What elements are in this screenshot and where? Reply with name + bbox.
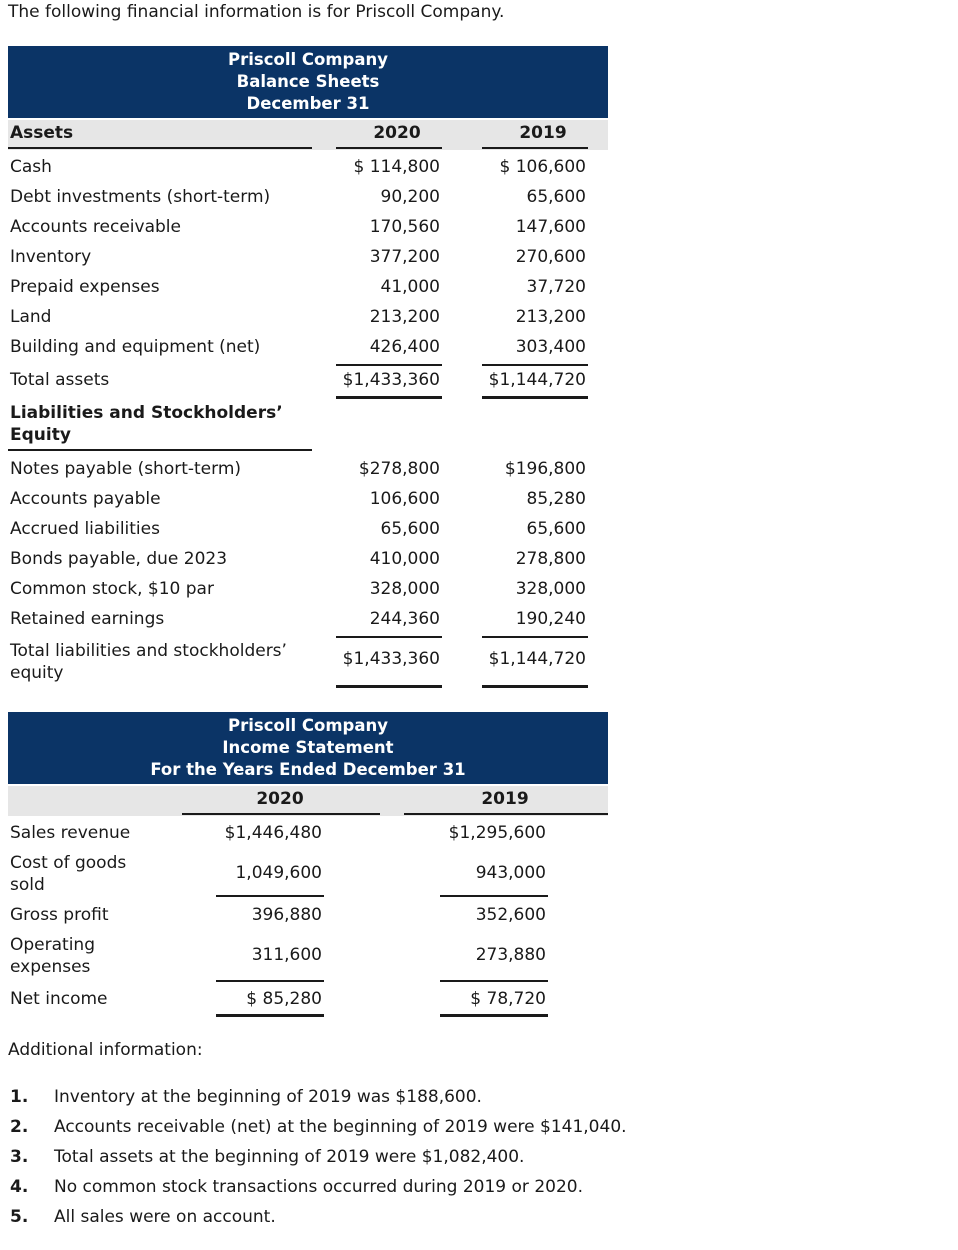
row-label: Accounts receivable [10,217,181,237]
value-2019: 65,600 [526,519,586,539]
statement-date: December 31 [246,94,370,113]
value-2019: 213,200 [515,307,586,327]
row-label: Prepaid expenses [10,277,160,297]
value-2019: $1,144,720 [488,370,586,390]
row-label: Inventory [10,247,92,267]
col-2020-label: 2020 [256,789,304,809]
row-label-line1: Total liabilities and stockholders’ [10,641,287,661]
value-2020: 41,000 [380,277,440,297]
row-label: Notes payable (short-term) [10,459,242,479]
liabilities-underline [8,449,312,451]
cogs-rule-2019 [440,895,548,897]
row-label: Common stock, $10 par [10,579,214,599]
value-2019: 352,600 [475,905,546,925]
value-2020: 90,200 [380,187,440,207]
row-label: Net income [10,989,108,1009]
value-2020: 1,049,600 [235,863,322,883]
subtotal-rule-2020 [336,364,442,366]
value-2020: 311,600 [251,945,322,965]
total-liab-double-rule-2020 [336,685,442,688]
net-income-double-rule-2019 [440,1014,548,1017]
row-label: Land [10,307,52,327]
total-liab-double-rule-2019 [482,685,588,688]
row-label-line1: Operating [10,935,95,955]
row-label: Bonds payable, due 2023 [10,549,228,569]
value-2019: 943,000 [475,863,546,883]
liabilities-heading-line2: Equity [10,425,71,445]
note-text: No common stock transactions occurred during 2019 or 2020. [54,1177,583,1197]
assets-heading-label: Assets [10,123,74,143]
row-label: Accounts payable [10,489,161,509]
statement-title: Income Statement [222,738,394,757]
balance-sheet-header [8,46,608,118]
row-label-line2: equity [10,663,64,683]
note-number: 4. [10,1177,29,1197]
row-label: Retained earnings [10,609,165,629]
row-label-line2: expenses [10,957,91,977]
value-2019: 273,880 [475,945,546,965]
col-2020-underline [336,147,442,149]
value-2020: 65,600 [380,519,440,539]
col-2020-label: 2020 [373,123,421,143]
col-2019-label: 2019 [481,789,529,809]
note-number: 1. [10,1087,29,1107]
value-2019: 65,600 [526,187,586,207]
opex-rule-2020 [216,980,324,982]
company-name: Priscoll Company [228,716,388,735]
value-2020: 170,560 [369,217,440,237]
total-assets-double-rule-2019 [482,396,588,399]
cogs-rule-2020 [216,895,324,897]
value-2020: $1,446,480 [224,823,322,843]
liab-subtotal-rule-2019 [482,636,588,638]
intro-text: The following financial information is for Priscoll Company. [8,2,505,22]
value-2019: 328,000 [515,579,586,599]
value-2020: 410,000 [369,549,440,569]
row-label: Cash [10,157,52,177]
row-label: Sales revenue [10,823,131,843]
additional-info-heading: Additional information: [8,1040,203,1060]
note-text: Accounts receivable (net) at the beginning of 2019 were $141,040. [54,1117,627,1137]
value-2020: $1,433,360 [342,370,440,390]
note-text: All sales were on account. [54,1207,276,1227]
value-2019: 278,800 [515,549,586,569]
value-2019: $1,295,600 [448,823,546,843]
liab-subtotal-rule-2020 [336,636,442,638]
value-2020: 377,200 [369,247,440,267]
note-text: Inventory at the beginning of 2019 was $188,600. [54,1087,482,1107]
value-2019: 85,280 [526,489,586,509]
value-2020: 426,400 [369,337,440,357]
subtotal-rule-2019 [482,364,588,366]
col-2019-label: 2019 [519,123,567,143]
value-2019: $ 78,720 [470,989,546,1009]
statement-period: For the Years Ended December 31 [150,760,466,779]
value-2020: $278,800 [358,459,440,479]
col-2019-underline [482,147,588,149]
row-label: Gross profit [10,905,109,925]
assets-underline [8,147,312,149]
value-2019: $196,800 [504,459,586,479]
value-2020: 213,200 [369,307,440,327]
income-statement-header [8,712,608,784]
row-label: Debt investments (short-term) [10,187,271,207]
is-col-2019-underline [404,813,608,815]
value-2019: 147,600 [515,217,586,237]
value-2019: 270,600 [515,247,586,267]
value-2019: 37,720 [526,277,586,297]
value-2020: 106,600 [369,489,440,509]
value-2019: $1,144,720 [488,649,586,669]
net-income-double-rule-2020 [216,1014,324,1017]
row-label-line1: Cost of goods [10,853,127,873]
row-label: Total assets [10,370,110,390]
opex-rule-2019 [440,980,548,982]
liabilities-heading-line1: Liabilities and Stockholders’ [10,403,283,423]
note-number: 2. [10,1117,29,1137]
is-col-2020-underline [182,813,380,815]
value-2020: 328,000 [369,579,440,599]
note-number: 5. [10,1207,29,1227]
value-2020: $1,433,360 [342,649,440,669]
row-label: Accrued liabilities [10,519,160,539]
row-label: Building and equipment (net) [10,337,261,357]
value-2019: 190,240 [515,609,586,629]
note-number: 3. [10,1147,29,1167]
row-label-line2: sold [10,875,45,895]
value-2019: 303,400 [515,337,586,357]
note-text: Total assets at the beginning of 2019 were $1,082,400. [54,1147,525,1167]
total-assets-double-rule-2020 [336,396,442,399]
value-2020: 244,360 [369,609,440,629]
value-2020: 396,880 [251,905,322,925]
value-2020: $ 85,280 [246,989,322,1009]
company-name: Priscoll Company [228,50,388,69]
statement-title: Balance Sheets [236,72,380,91]
value-2019: $ 106,600 [499,157,586,177]
value-2020: $ 114,800 [353,157,440,177]
